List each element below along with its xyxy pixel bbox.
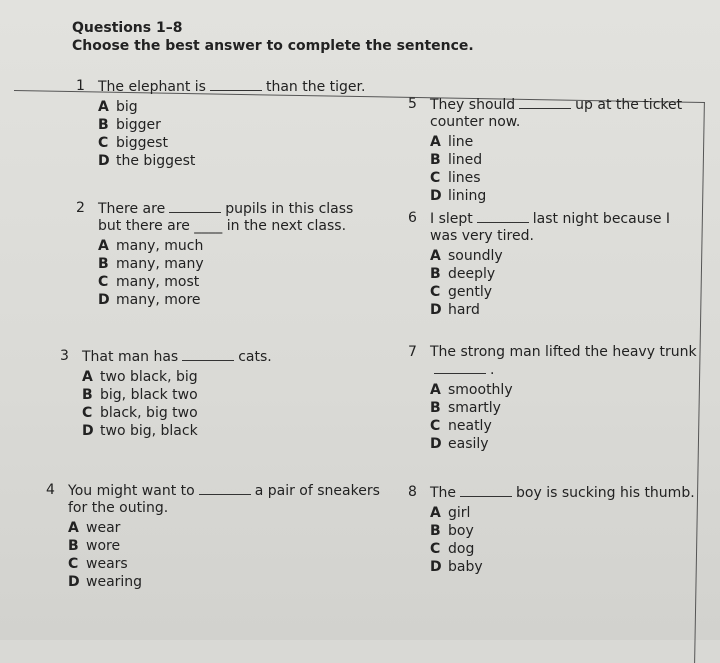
- option-text: big, black two: [100, 387, 198, 403]
- option-letter: D: [68, 574, 80, 590]
- option-letter: D: [98, 153, 110, 169]
- option-d[interactable]: [430, 301, 698, 319]
- stem-after: up at the ticket counter now.: [430, 97, 683, 130]
- option-b[interactable]: [430, 151, 698, 169]
- option-letter: C: [82, 405, 93, 421]
- option-text: lined: [448, 152, 483, 168]
- stem-before: The strong man lifted the heavy trunk: [430, 344, 697, 360]
- option-letter: B: [430, 400, 441, 416]
- stem-before: There are: [98, 201, 166, 217]
- question-number: 3: [60, 348, 69, 364]
- option-letter: C: [430, 284, 441, 300]
- option-a[interactable]: [68, 519, 386, 537]
- option-b[interactable]: [98, 255, 376, 273]
- option-text: many, most: [116, 274, 200, 290]
- stem-after: last night because I was very tired.: [430, 211, 671, 244]
- stem-before: You might want to: [68, 483, 195, 499]
- option-letter: A: [430, 248, 441, 264]
- option-d[interactable]: [98, 291, 376, 309]
- option-letter: B: [430, 523, 441, 539]
- option-a[interactable]: [430, 504, 698, 522]
- option-text: big: [116, 99, 138, 115]
- option-b[interactable]: [430, 265, 698, 283]
- option-c[interactable]: [430, 417, 698, 435]
- question-number: 4: [46, 482, 55, 498]
- section-title: Questions 1–8: [72, 20, 183, 36]
- option-text: soundly: [448, 248, 503, 264]
- option-c[interactable]: [82, 404, 380, 422]
- option-text: bigger: [116, 117, 161, 133]
- option-letter: C: [430, 170, 441, 186]
- question-2: [76, 200, 376, 309]
- option-d[interactable]: [430, 187, 698, 205]
- question-5: [408, 96, 698, 205]
- question-3: [60, 348, 380, 440]
- option-text: neatly: [448, 418, 492, 434]
- option-text: the biggest: [116, 153, 196, 169]
- option-letter: A: [98, 99, 109, 115]
- option-c[interactable]: [430, 540, 698, 558]
- option-a[interactable]: [98, 237, 376, 255]
- stem-after: cats.: [238, 349, 272, 365]
- option-c[interactable]: [430, 283, 698, 301]
- option-a[interactable]: [430, 381, 698, 399]
- stem-after: a pair of sneakers for the outing.: [68, 483, 380, 516]
- option-letter: C: [98, 135, 109, 151]
- question-number: 2: [76, 200, 85, 216]
- option-letter: C: [430, 541, 441, 557]
- option-text: lining: [448, 188, 487, 204]
- option-text: many, more: [116, 292, 201, 308]
- option-text: two big, black: [100, 423, 198, 439]
- answer-blank[interactable]: [519, 96, 571, 109]
- question-number: 7: [408, 344, 417, 360]
- stem-after: pupils in this class but there are ____ in the next class.: [98, 201, 354, 234]
- option-letter: B: [98, 256, 109, 272]
- option-a[interactable]: [98, 98, 376, 116]
- option-letter: B: [82, 387, 93, 403]
- option-d[interactable]: [82, 422, 380, 440]
- option-letter: D: [430, 436, 442, 452]
- option-b[interactable]: [98, 116, 376, 134]
- option-text: line: [448, 134, 474, 150]
- option-letter: B: [430, 152, 441, 168]
- option-letter: D: [430, 302, 442, 318]
- option-letter: D: [430, 188, 442, 204]
- instructions: Choose the best answer to complete the sentence.: [72, 38, 474, 54]
- question-1: [76, 78, 376, 170]
- option-a[interactable]: [82, 368, 380, 386]
- question-4: [46, 482, 386, 591]
- option-text: boy: [448, 523, 474, 539]
- option-text: easily: [448, 436, 489, 452]
- option-c[interactable]: [68, 555, 386, 573]
- option-text: lines: [448, 170, 481, 186]
- question-number: 8: [408, 484, 417, 500]
- option-letter: A: [98, 238, 109, 254]
- answer-blank[interactable]: [460, 484, 512, 497]
- question-7: [408, 344, 698, 453]
- option-b[interactable]: [430, 522, 698, 540]
- answer-blank[interactable]: [434, 361, 486, 374]
- option-a[interactable]: [430, 133, 698, 151]
- option-text: hard: [448, 302, 480, 318]
- option-letter: C: [430, 418, 441, 434]
- option-text: wore: [86, 538, 121, 554]
- option-b[interactable]: [68, 537, 386, 555]
- option-text: two black, big: [100, 369, 198, 385]
- option-letter: D: [430, 559, 442, 575]
- stem-before: They should: [430, 97, 516, 113]
- stem-after: .: [490, 362, 495, 378]
- stem-before: The elephant is: [98, 79, 206, 95]
- option-letter: A: [430, 505, 441, 521]
- option-d[interactable]: [430, 435, 698, 453]
- option-b[interactable]: [430, 399, 698, 417]
- option-letter: C: [68, 556, 79, 572]
- option-c[interactable]: [430, 169, 698, 187]
- question-8: [408, 484, 698, 576]
- option-text: wear: [86, 520, 121, 536]
- option-text: dog: [448, 541, 475, 557]
- option-text: black, big two: [100, 405, 198, 421]
- option-text: girl: [448, 505, 471, 521]
- option-letter: A: [68, 520, 79, 536]
- stem-after: than the tiger.: [265, 79, 366, 95]
- answer-blank[interactable]: [199, 482, 251, 495]
- option-c[interactable]: [98, 273, 376, 291]
- question-number: 5: [408, 96, 417, 112]
- option-text: smartly: [448, 400, 501, 416]
- option-letter: C: [98, 274, 109, 290]
- answer-blank[interactable]: [210, 78, 262, 91]
- stem-before: That man has: [82, 349, 179, 365]
- option-letter: D: [82, 423, 94, 439]
- stem-before: I slept: [430, 211, 473, 227]
- option-d[interactable]: [68, 573, 386, 591]
- option-letter: B: [68, 538, 79, 554]
- option-letter: B: [430, 266, 441, 282]
- option-letter: B: [98, 117, 109, 133]
- answer-blank[interactable]: [477, 210, 529, 223]
- option-text: gently: [448, 284, 493, 300]
- option-text: wearing: [86, 574, 143, 590]
- option-text: many, many: [116, 256, 204, 272]
- option-text: smoothly: [448, 382, 513, 398]
- option-letter: A: [82, 369, 93, 385]
- answer-blank[interactable]: [169, 200, 221, 213]
- option-text: deeply: [448, 266, 496, 282]
- option-b[interactable]: [82, 386, 380, 404]
- option-text: biggest: [116, 135, 168, 151]
- question-number: 6: [408, 210, 417, 226]
- option-d[interactable]: [98, 152, 376, 170]
- question-6: [408, 210, 698, 319]
- option-text: many, much: [116, 238, 204, 254]
- option-letter: D: [98, 292, 110, 308]
- option-c[interactable]: [98, 134, 376, 152]
- option-a[interactable]: [430, 247, 698, 265]
- answer-blank[interactable]: [182, 348, 234, 361]
- option-letter: A: [430, 382, 441, 398]
- stem-before: The: [430, 485, 457, 501]
- option-d[interactable]: [430, 558, 698, 576]
- option-text: wears: [86, 556, 128, 572]
- question-number: 1: [76, 78, 85, 94]
- option-letter: A: [430, 134, 441, 150]
- stem-after: boy is sucking his thumb.: [516, 485, 695, 501]
- option-text: baby: [448, 559, 483, 575]
